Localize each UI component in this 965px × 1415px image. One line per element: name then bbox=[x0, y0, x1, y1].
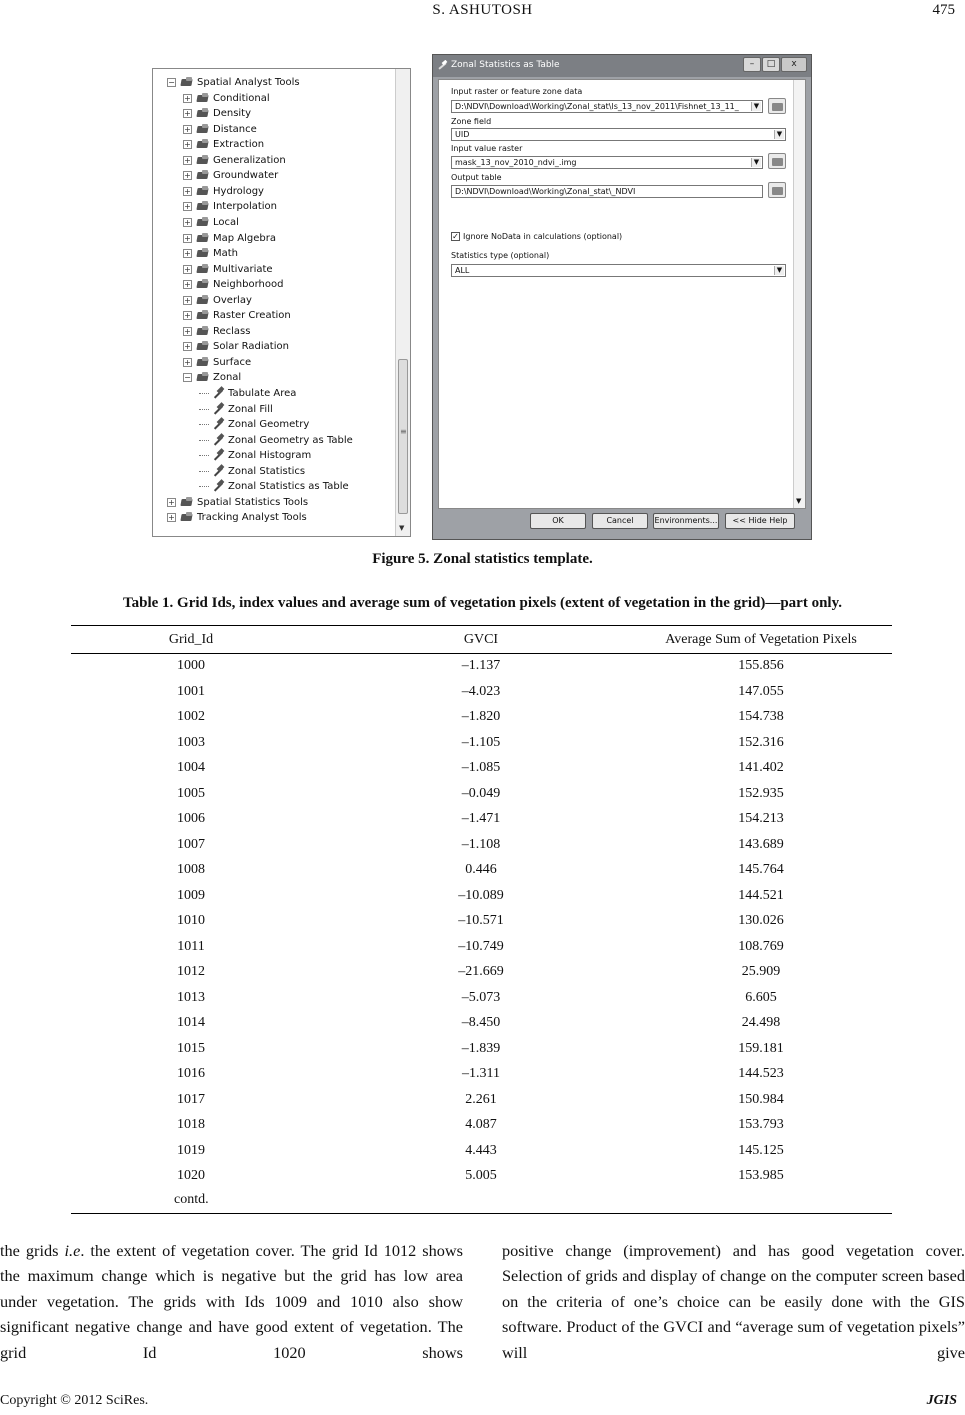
tree-item-label: Hydrology bbox=[213, 185, 264, 197]
cell-gvci: –1.471 bbox=[461, 811, 501, 826]
cell-avg-sum: 154.213 bbox=[738, 811, 784, 826]
cell-avg-sum: 145.125 bbox=[738, 1142, 784, 1158]
zone-data-value: D:\NDVI\Download\Working\Zonal_stat\ls_13_nov_2011\Fishnet_13_11_ bbox=[455, 102, 739, 111]
hammer-icon bbox=[211, 387, 225, 400]
cell-grid-id: 1001 bbox=[177, 683, 205, 699]
dialog-scrollbar[interactable] bbox=[793, 80, 805, 508]
tree-item-label: Zonal bbox=[213, 372, 242, 384]
paragraph bbox=[0, 1238, 463, 1365]
tree-item-label: Density bbox=[213, 108, 252, 120]
ignore-nodata-option[interactable] bbox=[451, 232, 622, 241]
expand-icon[interactable]: + bbox=[184, 357, 191, 367]
toolbox-icon bbox=[196, 248, 210, 259]
chevron-down-icon[interactable]: ▼ bbox=[774, 130, 784, 139]
tree-tool-item[interactable] bbox=[199, 464, 305, 479]
cell-avg-sum: 25.909 bbox=[741, 964, 781, 979]
zone-field-label: Zone field bbox=[451, 117, 492, 126]
browse-zone-data-button[interactable] bbox=[768, 98, 786, 114]
tree-toolbox-item[interactable] bbox=[183, 106, 251, 121]
header-grid-id: Grid_Id bbox=[168, 632, 214, 647]
header-gvci: GVCI bbox=[463, 632, 499, 647]
grip-icon: ≡ bbox=[400, 427, 407, 436]
cell-avg-sum: 147.055 bbox=[738, 683, 784, 699]
tree-toolbox-item[interactable] bbox=[183, 277, 283, 292]
zone-field-value: UID bbox=[455, 130, 470, 139]
cell-avg-sum: 154.738 bbox=[738, 709, 784, 724]
tree-item-label: Reclass bbox=[213, 325, 251, 337]
cell-gvci: 2.261 bbox=[465, 1091, 497, 1107]
table-contd: contd. bbox=[174, 1192, 209, 1207]
cell-gvci: –21.669 bbox=[458, 964, 504, 979]
tree-item-label: Zonal Fill bbox=[228, 403, 273, 415]
expand-icon[interactable]: + bbox=[184, 186, 191, 196]
tree-toolbox-item[interactable] bbox=[183, 153, 286, 168]
cell-gvci: –1.108 bbox=[461, 836, 501, 852]
cell-gvci: –10.571 bbox=[458, 913, 504, 928]
cell-avg-sum: 143.689 bbox=[738, 836, 784, 852]
cell-gvci: –1.137 bbox=[461, 658, 501, 673]
tree-toolbox-item[interactable] bbox=[167, 495, 308, 510]
tree-item-label: Overlay bbox=[213, 294, 252, 306]
stats-type-value: ALL bbox=[455, 266, 470, 275]
tree-toolbox-item[interactable] bbox=[167, 510, 307, 525]
toolbox-icon bbox=[196, 310, 210, 321]
ignore-nodata-label: Ignore NoData in calculations (optional) bbox=[463, 232, 623, 241]
tree-item-label: Tracking Analyst Tools bbox=[197, 512, 307, 524]
tree-item-label: Spatial Analyst Tools bbox=[197, 77, 300, 88]
toolbox-icon bbox=[196, 357, 210, 368]
tree-item-label: Math bbox=[213, 248, 239, 260]
tree-tool-item[interactable] bbox=[199, 402, 273, 417]
tree-scrollbar[interactable] bbox=[395, 69, 410, 536]
minimize-button[interactable]: – bbox=[743, 57, 761, 72]
tree-connector bbox=[199, 440, 209, 441]
cell-grid-id: 1015 bbox=[177, 1040, 205, 1056]
window-controls bbox=[743, 57, 807, 72]
toolbox-icon bbox=[196, 186, 210, 197]
cell-grid-id: 1018 bbox=[177, 1117, 205, 1132]
toolbox-icon bbox=[180, 77, 194, 88]
expand-icon[interactable]: + bbox=[184, 249, 191, 259]
toolbox-icon bbox=[196, 155, 210, 166]
cell-avg-sum: 24.498 bbox=[741, 1015, 781, 1030]
tree-tool-item[interactable] bbox=[199, 479, 349, 494]
tree-connector bbox=[199, 471, 209, 472]
cell-grid-id: 1000 bbox=[177, 658, 205, 673]
cell-avg-sum: 130.026 bbox=[738, 913, 784, 928]
hammer-icon bbox=[211, 480, 225, 493]
hide-help-button[interactable]: << Hide Help bbox=[725, 513, 795, 529]
cell-avg-sum: 144.523 bbox=[738, 1066, 784, 1081]
zonal-statistics-dialog bbox=[432, 54, 812, 540]
toolbox-tree-panel bbox=[152, 68, 411, 537]
tree-toolbox-item[interactable] bbox=[167, 75, 300, 90]
tree-connector bbox=[199, 409, 209, 410]
output-table-input[interactable]: D:\NDVI\Download\Working\Zonal_stat\_NDVI bbox=[451, 185, 763, 198]
tree-toolbox-item[interactable] bbox=[183, 246, 238, 261]
tree-item-label: Generalization bbox=[213, 154, 286, 166]
zone-data-label: Input raster or feature zone data bbox=[451, 87, 583, 96]
tree-connector bbox=[199, 486, 209, 487]
tree-toolbox-item[interactable] bbox=[183, 308, 291, 323]
tree-item-label: Interpolation bbox=[213, 201, 277, 213]
cell-avg-sum: 152.935 bbox=[738, 785, 784, 801]
figure-caption: Figure 5. Zonal statistics template. bbox=[372, 551, 593, 567]
cell-avg-sum: 153.793 bbox=[738, 1117, 784, 1132]
text-run: . the extent of vegetation cover. The grid Id 1012 shows the maximum change which is negative but the grid has low area under vegetation. The grids with Ids 1009 and 1010 also show significant negative change and have good extent of vegetation. The grid Id 1020 shows bbox=[0, 1241, 463, 1362]
zone-data-field[interactable] bbox=[451, 100, 763, 113]
toolbox-icon bbox=[180, 497, 194, 508]
toolbox-icon bbox=[196, 326, 210, 337]
expand-icon[interactable]: + bbox=[184, 326, 191, 336]
tree-connector bbox=[199, 393, 209, 394]
page-number: 475 bbox=[932, 2, 955, 18]
scroll-down-arrow-icon[interactable]: ▼ bbox=[796, 497, 802, 505]
toolbox-icon bbox=[196, 264, 210, 275]
cell-grid-id: 1010 bbox=[177, 913, 205, 928]
cell-grid-id: 1016 bbox=[177, 1066, 205, 1081]
toolbox-icon bbox=[196, 93, 210, 104]
tree-toolbox-item[interactable] bbox=[183, 91, 270, 106]
tree-item-label: Surface bbox=[213, 356, 252, 368]
tree-item-label: Zonal Geometry bbox=[228, 419, 310, 431]
cancel-button[interactable]: Cancel bbox=[592, 513, 648, 529]
cell-gvci: –1.839 bbox=[461, 1040, 501, 1056]
hammer-icon bbox=[211, 465, 225, 478]
tree-tool-item[interactable] bbox=[199, 433, 353, 448]
tree-toolbox-item[interactable] bbox=[183, 168, 278, 183]
tree-item-label: Multivariate bbox=[213, 263, 273, 275]
cell-avg-sum: 150.984 bbox=[738, 1091, 784, 1107]
cell-avg-sum: 155.856 bbox=[738, 658, 784, 673]
cell-grid-id: 1017 bbox=[177, 1091, 205, 1107]
tree-connector bbox=[199, 455, 209, 456]
stats-type-label: Statistics type (optional) bbox=[451, 251, 550, 260]
cell-grid-id: 1013 bbox=[177, 989, 205, 1005]
expand-icon[interactable]: + bbox=[168, 497, 175, 507]
text-run: the grids bbox=[0, 1241, 65, 1260]
close-button[interactable]: x bbox=[781, 57, 807, 72]
cell-grid-id: 1006 bbox=[177, 811, 205, 826]
tree-item-label: Zonal Statistics bbox=[228, 465, 306, 477]
cell-gvci: –1.311 bbox=[462, 1066, 500, 1081]
cell-avg-sum: 141.402 bbox=[738, 760, 784, 775]
tree-connector bbox=[199, 424, 209, 425]
tree-item-label: Zonal Statistics as Table bbox=[228, 481, 349, 493]
cell-gvci: –5.073 bbox=[461, 989, 501, 1005]
tree-item-label: Zonal Histogram bbox=[228, 450, 312, 462]
hammer-icon bbox=[211, 434, 225, 447]
text-italic: i.e bbox=[64, 1241, 81, 1260]
tree-item-label: Solar Radiation bbox=[213, 341, 289, 353]
tree-item-label: Zonal Geometry as Table bbox=[228, 434, 353, 446]
dialog-body bbox=[438, 79, 806, 509]
toolbox-icon bbox=[196, 341, 210, 352]
expand-icon[interactable]: + bbox=[184, 295, 191, 305]
expand-icon[interactable]: + bbox=[184, 171, 191, 181]
tree-item-label: Local bbox=[213, 216, 239, 228]
tree-scroll-thumb[interactable] bbox=[398, 359, 408, 514]
tree-item-label: Distance bbox=[213, 123, 257, 135]
expand-icon[interactable]: + bbox=[168, 513, 175, 523]
cell-grid-id: 1002 bbox=[177, 709, 205, 724]
toolbox-icon bbox=[196, 124, 210, 135]
chevron-down-icon[interactable]: ▼ bbox=[774, 266, 784, 275]
stats-type-select[interactable] bbox=[451, 264, 786, 277]
cell-gvci: –10.089 bbox=[458, 887, 504, 903]
tree-toolbox-item[interactable] bbox=[183, 137, 264, 152]
collapse-icon[interactable]: − bbox=[184, 373, 191, 383]
tree-tool-item[interactable] bbox=[199, 448, 311, 463]
hammer-icon bbox=[211, 418, 225, 431]
cell-grid-id: 1011 bbox=[177, 938, 205, 954]
tree-toolbox-item[interactable] bbox=[183, 215, 239, 230]
figure-5 bbox=[152, 54, 812, 540]
header-avg-sum: Average Sum of Vegetation Pixels bbox=[665, 632, 857, 647]
tree-item-label: Tabulate Area bbox=[228, 388, 297, 399]
tree-toolbox-item[interactable] bbox=[183, 370, 241, 385]
collapse-icon[interactable]: − bbox=[168, 78, 175, 87]
folder-icon bbox=[772, 187, 783, 195]
hammer-icon bbox=[437, 60, 448, 71]
hammer-icon bbox=[211, 403, 225, 416]
scroll-down-arrow-icon[interactable]: ▼ bbox=[399, 524, 405, 532]
cell-gvci: –4.023 bbox=[461, 683, 501, 699]
footer-journal: JGIS bbox=[926, 1393, 957, 1408]
running-head-author: S. ASHUTOSH bbox=[432, 2, 533, 18]
cell-avg-sum: 144.521 bbox=[738, 887, 784, 903]
table-caption: Table 1. Grid Ids, index values and average sum of vegetation pixels (extent of vegetation in the grid)—part only. bbox=[122, 595, 843, 611]
cell-grid-id: 1007 bbox=[177, 836, 205, 852]
ignore-nodata-checkbox[interactable]: ✓ bbox=[452, 232, 459, 241]
toolbox-icon bbox=[196, 201, 210, 212]
expand-icon[interactable]: + bbox=[184, 280, 191, 290]
cell-grid-id: 1004 bbox=[177, 760, 205, 775]
tree-toolbox-item[interactable] bbox=[183, 122, 257, 137]
dialog-title: Zonal Statistics as Table bbox=[451, 60, 560, 70]
cell-gvci: 4.087 bbox=[465, 1117, 497, 1132]
toolbox-icon bbox=[196, 217, 210, 228]
cell-gvci: –8.450 bbox=[461, 1015, 501, 1030]
cell-gvci: 5.005 bbox=[465, 1168, 497, 1183]
tree-toolbox-item[interactable] bbox=[183, 262, 273, 277]
expand-icon[interactable]: + bbox=[184, 93, 191, 103]
data-table bbox=[71, 625, 892, 1214]
cell-gvci: 4.443 bbox=[465, 1142, 497, 1158]
tree-item-label: Map Algebra bbox=[213, 232, 276, 244]
tree-item-label: Spatial Statistics Tools bbox=[197, 496, 309, 508]
environments-button[interactable]: Environments... bbox=[653, 513, 719, 529]
cell-grid-id: 1008 bbox=[177, 862, 205, 877]
cell-gvci: 0.446 bbox=[465, 862, 497, 877]
tree-toolbox-item[interactable] bbox=[183, 355, 251, 370]
expand-icon[interactable]: + bbox=[184, 342, 191, 352]
tree-toolbox-item[interactable] bbox=[183, 184, 264, 199]
cell-grid-id: 1020 bbox=[177, 1168, 205, 1183]
expand-icon[interactable]: + bbox=[184, 124, 191, 134]
tree-item-label: Conditional bbox=[213, 92, 270, 104]
cell-grid-id: 1005 bbox=[177, 785, 205, 801]
cell-grid-id: 1019 bbox=[177, 1142, 205, 1158]
cell-avg-sum: 153.985 bbox=[738, 1168, 784, 1183]
zone-field-select[interactable] bbox=[451, 128, 786, 141]
expand-icon[interactable]: + bbox=[184, 217, 191, 227]
hammer-icon bbox=[211, 449, 225, 462]
chevron-down-icon[interactable]: ▼ bbox=[751, 158, 761, 167]
expand-icon[interactable]: + bbox=[184, 155, 191, 165]
cell-gvci: –1.085 bbox=[461, 760, 501, 775]
tree-tool-item[interactable] bbox=[199, 386, 296, 401]
tree-item-label: Groundwater bbox=[213, 170, 279, 182]
maximize-button[interactable]: □ bbox=[762, 57, 780, 72]
folder-icon bbox=[772, 103, 783, 111]
cell-gvci: –0.049 bbox=[461, 785, 501, 801]
cell-gvci: –10.749 bbox=[458, 938, 504, 954]
tree-tool-item[interactable] bbox=[199, 417, 309, 432]
toolbox-icon bbox=[196, 139, 210, 150]
expand-icon[interactable]: + bbox=[184, 109, 191, 119]
body-column-left bbox=[0, 1238, 463, 1365]
value-raster-value: mask_13_nov_2010_ndvi_.img bbox=[455, 158, 577, 167]
tree-toolbox-item[interactable] bbox=[183, 199, 277, 214]
body-column-right bbox=[502, 1238, 965, 1365]
paragraph: positive change (improvement) and has good vegetation cover. Selection of grids and display of change on the computer screen based on the criteria of one’s choice can be easily done with the GIS software. Product of the GVCI and “average sum of vegetation pixels” will give bbox=[502, 1241, 965, 1362]
expand-icon[interactable]: + bbox=[184, 311, 191, 321]
expand-icon[interactable]: + bbox=[184, 202, 191, 212]
cell-avg-sum: 159.181 bbox=[738, 1040, 784, 1056]
browse-value-raster-button[interactable] bbox=[768, 153, 786, 169]
cell-grid-id: 1012 bbox=[177, 964, 205, 979]
value-raster-label: Input value raster bbox=[451, 144, 523, 153]
dialog-button-bar bbox=[433, 513, 811, 533]
toolbox-icon bbox=[196, 233, 210, 244]
toolbox-icon bbox=[180, 512, 194, 523]
expand-icon[interactable]: + bbox=[184, 264, 191, 274]
cell-grid-id: 1003 bbox=[177, 734, 205, 750]
tree-item-label: Raster Creation bbox=[213, 310, 291, 322]
tree-toolbox-item[interactable] bbox=[183, 231, 276, 246]
cell-grid-id: 1014 bbox=[177, 1015, 205, 1030]
dialog-titlebar[interactable] bbox=[433, 55, 811, 77]
tree-toolbox-item[interactable] bbox=[183, 339, 289, 354]
output-table-label: Output table bbox=[451, 173, 502, 182]
browse-output-table-button[interactable] bbox=[768, 182, 786, 198]
folder-icon bbox=[772, 158, 783, 166]
toolbox-icon bbox=[196, 108, 210, 119]
cell-grid-id: 1009 bbox=[177, 887, 205, 903]
chevron-down-icon[interactable]: ▼ bbox=[751, 102, 761, 111]
toolbox-icon bbox=[196, 295, 210, 306]
toolbox-icon bbox=[196, 372, 210, 383]
cell-gvci: –1.820 bbox=[461, 709, 501, 724]
cell-gvci: –1.105 bbox=[461, 734, 501, 750]
tree-toolbox-item[interactable] bbox=[183, 293, 252, 308]
tree-item-label: Neighborhood bbox=[213, 279, 284, 291]
value-raster-field[interactable] bbox=[451, 156, 763, 169]
cell-avg-sum: 108.769 bbox=[738, 938, 784, 954]
toolbox-icon bbox=[196, 279, 210, 290]
footer-copyright: Copyright © 2012 SciRes. bbox=[0, 1393, 149, 1408]
toolbox-icon bbox=[196, 170, 210, 181]
cell-avg-sum: 145.764 bbox=[738, 862, 784, 877]
tree-item-label: Extraction bbox=[213, 139, 265, 151]
cell-avg-sum: 6.605 bbox=[745, 989, 777, 1005]
tree-toolbox-item[interactable] bbox=[183, 324, 250, 339]
expand-icon[interactable]: + bbox=[184, 140, 191, 150]
table-header-row bbox=[71, 626, 892, 654]
cell-avg-sum: 152.316 bbox=[738, 734, 784, 750]
expand-icon[interactable]: + bbox=[184, 233, 191, 243]
ok-button[interactable]: OK bbox=[530, 513, 586, 529]
